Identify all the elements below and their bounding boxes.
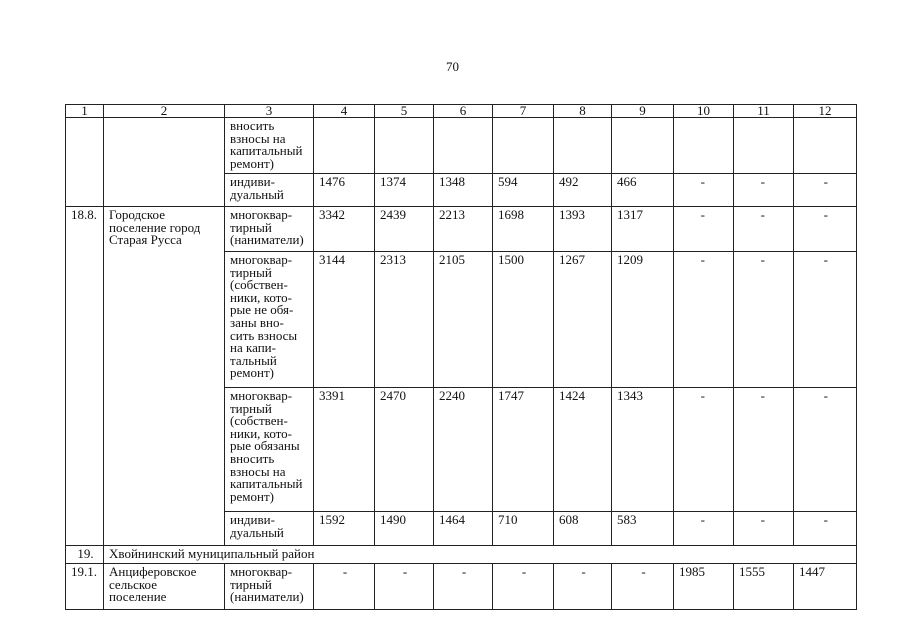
row-number-cell: 18.8.: [66, 207, 104, 546]
value-cell: 3144: [314, 252, 375, 388]
column-number-header: 6: [434, 105, 493, 118]
value-cell: 1267: [554, 252, 612, 388]
housing-type-cell: многоквар- тирный (наниматели): [225, 564, 314, 610]
housing-type-cell: многоквар- тирный (наниматели): [225, 207, 314, 252]
settlement-cell: Анциферовское сельское поселение: [104, 564, 225, 610]
value-cell: 3342: [314, 207, 375, 252]
value-cell: 2313: [375, 252, 434, 388]
value-cell: -: [734, 388, 794, 512]
settlement-cell: Городское поселение город Старая Русса: [104, 207, 225, 546]
value-cell: -: [612, 564, 674, 610]
value-cell: 3391: [314, 388, 375, 512]
value-cell: -: [674, 207, 734, 252]
value-cell: -: [674, 388, 734, 512]
table-row: [66, 207, 857, 252]
value-cell: 2213: [434, 207, 493, 252]
value-cell: [375, 118, 434, 174]
value-cell: 1317: [612, 207, 674, 252]
value-cell: -: [493, 564, 554, 610]
value-cell: [493, 118, 554, 174]
column-number-header: 10: [674, 105, 734, 118]
value-cell: [434, 118, 493, 174]
tariff-table: [65, 104, 857, 610]
value-cell: -: [314, 564, 375, 610]
value-cell: 1490: [375, 512, 434, 546]
value-cell: 710: [493, 512, 554, 546]
value-cell: 1343: [612, 388, 674, 512]
value-cell: 466: [612, 174, 674, 207]
value-cell: 1424: [554, 388, 612, 512]
row-number-cell: [66, 118, 104, 207]
value-cell: -: [674, 512, 734, 546]
value-cell: 2439: [375, 207, 434, 252]
column-number-header: 2: [104, 105, 225, 118]
value-cell: 1374: [375, 174, 434, 207]
value-cell: 2240: [434, 388, 493, 512]
column-number-header: 5: [375, 105, 434, 118]
column-number-header: 9: [612, 105, 674, 118]
value-cell: 2105: [434, 252, 493, 388]
value-cell: -: [434, 564, 493, 610]
column-number-header: 1: [66, 105, 104, 118]
value-cell: 1348: [434, 174, 493, 207]
value-cell: -: [734, 512, 794, 546]
district-title: Хвойнинский муниципальный район: [104, 546, 857, 564]
column-number-header: 11: [734, 105, 794, 118]
value-cell: -: [734, 174, 794, 207]
column-number-header: 3: [225, 105, 314, 118]
column-number-header: 4: [314, 105, 375, 118]
value-cell: -: [734, 207, 794, 252]
value-cell: 1698: [493, 207, 554, 252]
housing-type-cell: многоквар- тирный (собствен- ники, кото- рые обязаны вносить взносы на капитальный ремонт): [225, 388, 314, 512]
value-cell: [554, 118, 612, 174]
value-cell: 594: [493, 174, 554, 207]
value-cell: -: [734, 252, 794, 388]
value-cell: -: [794, 207, 857, 252]
value-cell: -: [794, 512, 857, 546]
value-cell: 1476: [314, 174, 375, 207]
value-cell: 1393: [554, 207, 612, 252]
value-cell: -: [794, 252, 857, 388]
value-cell: 1985: [674, 564, 734, 610]
header-row: [66, 105, 857, 118]
value-cell: 492: [554, 174, 612, 207]
value-cell: -: [674, 252, 734, 388]
row-number-cell: 19.1.: [66, 564, 104, 610]
page-number: 70: [446, 59, 459, 74]
table-row: [66, 564, 857, 610]
value-cell: 583: [612, 512, 674, 546]
column-number-header: 12: [794, 105, 857, 118]
value-cell: [612, 118, 674, 174]
value-cell: [794, 118, 857, 174]
value-cell: 1555: [734, 564, 794, 610]
column-number-header: 8: [554, 105, 612, 118]
housing-type-cell: многоквар- тирный (собствен- ники, кото- рые не обя- заны вно- сить взносы на капи- тальный ремонт): [225, 252, 314, 388]
settlement-cell: [104, 118, 225, 207]
value-cell: 1500: [493, 252, 554, 388]
value-cell: 1447: [794, 564, 857, 610]
value-cell: 1747: [493, 388, 554, 512]
value-cell: [734, 118, 794, 174]
value-cell: 1592: [314, 512, 375, 546]
housing-type-cell: индиви- дуальный: [225, 512, 314, 546]
housing-type-cell: вносить взносы на капитальный ремонт): [225, 118, 314, 174]
value-cell: 608: [554, 512, 612, 546]
value-cell: [314, 118, 375, 174]
value-cell: -: [375, 564, 434, 610]
value-cell: 2470: [375, 388, 434, 512]
value-cell: -: [554, 564, 612, 610]
row-number-cell: 19.: [66, 546, 104, 564]
value-cell: [674, 118, 734, 174]
value-cell: -: [674, 174, 734, 207]
value-cell: 1464: [434, 512, 493, 546]
table-row: [66, 118, 857, 174]
value-cell: -: [794, 388, 857, 512]
column-number-header: 7: [493, 105, 554, 118]
district-row: [66, 546, 857, 564]
value-cell: -: [794, 174, 857, 207]
housing-type-cell: индиви- дуальный: [225, 174, 314, 207]
value-cell: 1209: [612, 252, 674, 388]
